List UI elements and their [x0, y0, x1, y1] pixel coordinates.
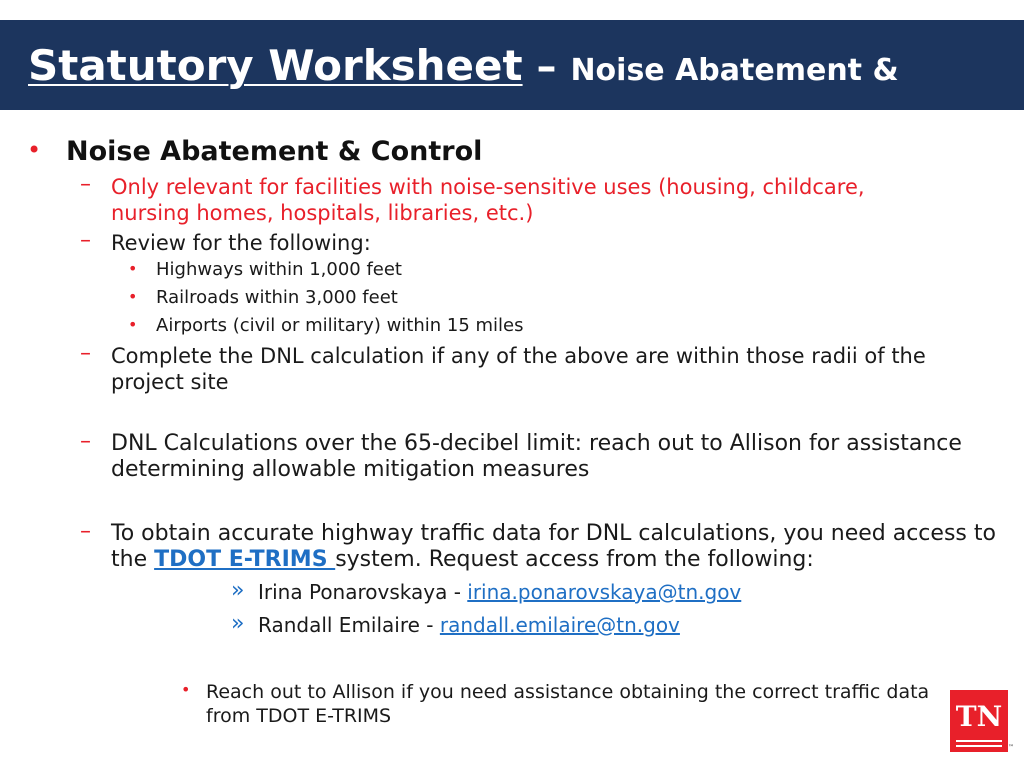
bullet-dot-icon: • — [181, 680, 191, 699]
tdot-etrims-link[interactable]: TDOT E-TRIMS — [154, 547, 336, 572]
contact-name: Irina Ponarovskaya - — [258, 580, 468, 604]
traffic-outro: system. Request access from the following: — [335, 547, 814, 572]
trademark-symbol: ™ — [1008, 744, 1014, 751]
assistance-note: Reach out to Allison if you need assistance obtaining the correct traffic data from TDOT E-TRIMS — [206, 681, 930, 727]
bullet-dot-icon: • — [128, 315, 138, 334]
traffic-data-text — [111, 521, 1001, 573]
dash-bullet-icon: – — [80, 228, 91, 253]
bullet-dot-icon: • — [128, 287, 138, 306]
dnl-complete-text: Complete the DNL calculation if any of the above are within those radii of the project site — [111, 344, 926, 394]
title-dash: – — [522, 44, 571, 90]
review-item-highways: Highways within 1,000 feet — [156, 259, 402, 280]
section-heading: Noise Abatement & Control — [66, 136, 483, 167]
contact-email-link[interactable]: irina.ponarovskaya@tn.gov — [467, 580, 742, 604]
contact-randall — [258, 613, 680, 637]
logo-stripe — [956, 740, 1002, 742]
traffic-intro: To obtain accurate highway traffic data for DNL calculations, you need access to the — [111, 521, 996, 572]
review-item-airports: Airports (civil or military) within 15 miles — [156, 315, 524, 336]
bullet-dot-icon: • — [128, 259, 138, 278]
review-item-railroads: Railroads within 3,000 feet — [156, 287, 398, 308]
bullet-dot-icon: • — [27, 136, 42, 164]
review-label: Review for the following: — [111, 231, 371, 255]
raquo-bullet-icon: » — [231, 578, 245, 603]
dash-bullet-icon: – — [80, 519, 91, 544]
relevance-note: Only relevant for facilities with noise-sensitive uses (housing, childcare, nursing homes, hospitals, libraries, etc.) — [111, 175, 865, 225]
contact-irina — [258, 580, 741, 604]
dash-bullet-icon: – — [80, 429, 91, 454]
title-subtitle: Noise Abatement & — [570, 53, 899, 88]
dash-bullet-icon: – — [80, 341, 91, 366]
logo-stripe — [956, 745, 1002, 747]
raquo-bullet-icon: » — [231, 611, 245, 636]
dash-bullet-icon: – — [80, 172, 91, 197]
contact-name: Randall Emilaire - — [258, 613, 440, 637]
logo-text: TN — [955, 700, 1003, 733]
contact-email-link[interactable]: randall.emilaire@tn.gov — [439, 613, 680, 637]
title-main: Statutory Worksheet — [28, 41, 523, 90]
dnl-over-limit-text: DNL Calculations over the 65-decibel limit: reach out to Allison for assistance determining allowable mitigation measures — [111, 431, 962, 482]
tn-logo-icon — [950, 690, 1008, 752]
